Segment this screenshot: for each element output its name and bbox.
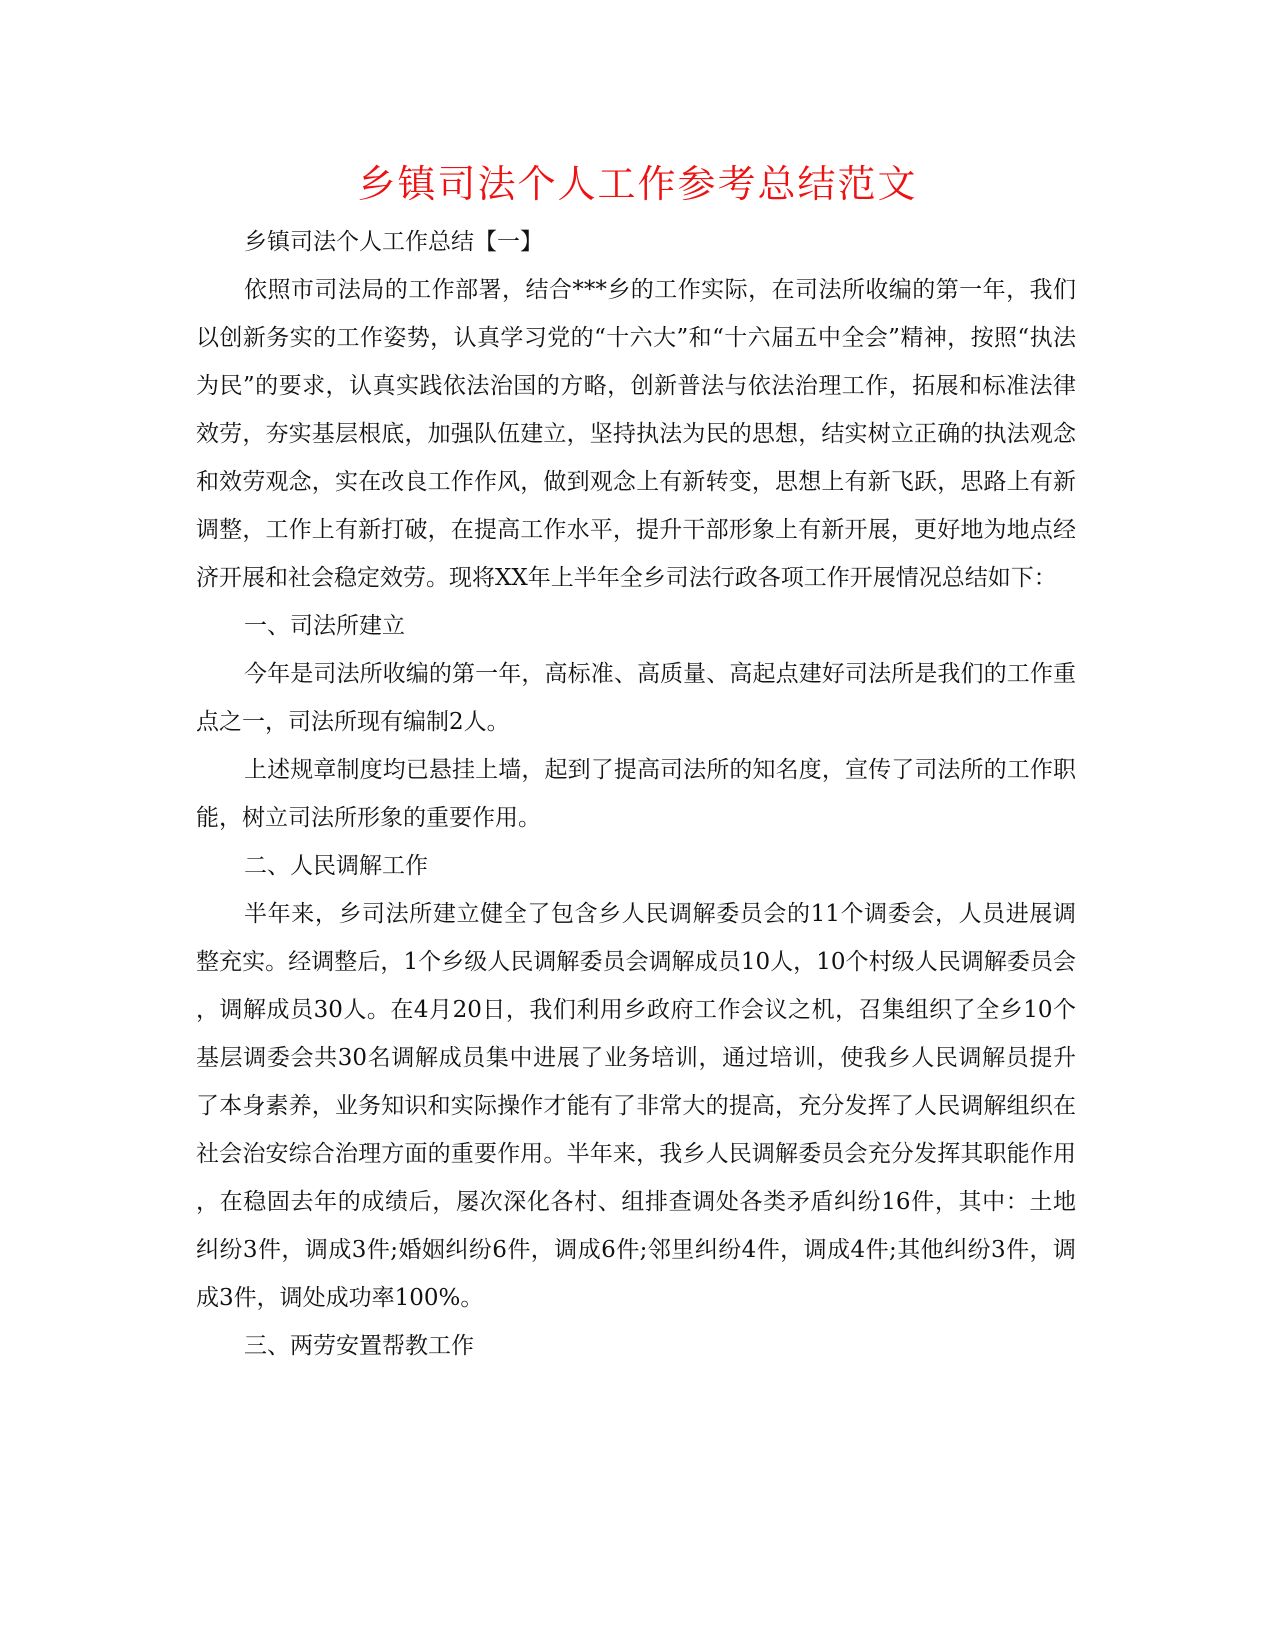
- section-heading-summary-one: 乡镇司法个人工作总结【一】: [244, 229, 543, 255]
- paragraph-regulations: 上述规章制度均已悬挂上墙，起到了提高司法所的知名度，宣传了司法所的工作职能，树立司法所形象的重要作用。: [196, 757, 1076, 831]
- section-heading-mediation: 二、人民调解工作: [244, 853, 428, 879]
- document-body: [196, 218, 1076, 1370]
- paragraph-mediation: 半年来，乡司法所建立健全了包含乡人民调解委员会的11个调委会，人员进展调整充实。经调整后，1个乡级人民调解委员会调解成员10人，10个村级人民调解委员会，调解成员30人。在4月20日，我们利用乡政府工作会议之机，召集组织了全乡10个基层调委会共30名调解成员集中进展了业务培训，通过培训，使我乡人民调解员提升了本身素养，业务知识和实际操作才能有了非常大的提高，充分发挥了人民调解组织在社会治安综合治理方面的重要作用。半年来，我乡人民调解委员会充分发挥其职能作用，在稳固去年的成绩后，屡次深化各村、组排查调处各类矛盾纠纷16件，其中：土地纠纷3件，调成3件;婚姻纠纷6件，调成6件;邻里纠纷4件，调成4件;其他纠纷3件，调成3件，调处成功率100%。: [196, 901, 1076, 1311]
- section-heading-resettlement: 三、两劳安置帮教工作: [244, 1333, 474, 1359]
- document-title: 乡镇司法个人工作参考总结范文: [357, 162, 918, 206]
- section-heading-office-setup: 一、司法所建立: [244, 613, 405, 639]
- paragraph-intro: 依照市司法局的工作部署，结合***乡的工作实际，在司法所收编的第一年，我们以创新务实的工作姿势，认真学习党的“十六大”和“十六届五中全会”精神，按照“执法为民”的要求，认真实践依法治国的方略，创新普法与依法治理工作，拓展和标准法律效劳，夯实基层根底，加强队伍建立，坚持执法为民的思想，结实树立正确的执法观念和效劳观念，实在改良工作作风，做到观念上有新转变，思想上有新飞跃，思路上有新调整，工作上有新打破，在提高工作水平，提升干部形象上有新开展，更好地为地点经济开展和社会稳定效劳。现将XX年上半年全乡司法行政各项工作开展情况总结如下：: [196, 277, 1076, 591]
- paragraph-office-setup: 今年是司法所收编的第一年，高标准、高质量、高起点建好司法所是我们的工作重点之一，司法所现有编制2人。: [196, 661, 1076, 735]
